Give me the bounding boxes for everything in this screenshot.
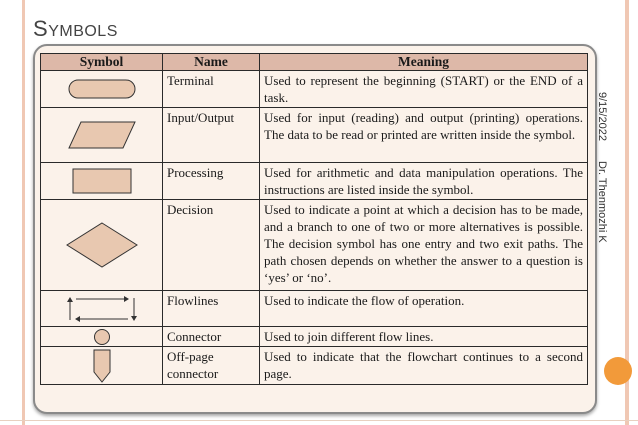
symbol-cell: [41, 327, 163, 347]
left-accent-rule: [22, 0, 25, 425]
terminal-icon: [67, 78, 137, 100]
off-page-connector-icon: [91, 348, 113, 384]
header-meaning: Meaning: [260, 54, 588, 71]
name-cell: Flowlines: [163, 291, 260, 327]
table-row: [41, 347, 588, 385]
name-cell: Input/Output: [163, 108, 260, 163]
symbol-cell: [41, 347, 163, 385]
symbol-cell: [41, 200, 163, 291]
name-cell: Connector: [163, 327, 260, 347]
table-header-row: [41, 54, 588, 71]
meaning-cell: Used for arithmetic and data manipulation operations. The instructions are listed inside the symbol.: [260, 163, 588, 200]
name-cell: Decision: [163, 200, 260, 291]
header-symbol: Symbol: [41, 54, 163, 71]
meaning-cell: Used to indicate that the flowchart continues to a second page.: [260, 347, 588, 385]
header-name: Name: [163, 54, 260, 71]
table-row: [41, 327, 588, 347]
input-output-icon: [67, 120, 137, 150]
slide-footer-vertical: [596, 92, 608, 243]
symbol-cell: [41, 291, 163, 327]
accent-circle: [604, 357, 632, 385]
bottom-divider: [0, 420, 638, 421]
processing-icon: [71, 167, 133, 195]
name-cell: Off-page connector: [163, 347, 260, 385]
table-row: [41, 108, 588, 163]
table-row: [41, 200, 588, 291]
meaning-cell: Used to indicate a point at which a decision has to be made, and a branch to one of two or more alternatives is possible. The decision symbol has one entry and two exit paths. The path chosen depends on whether the answer to a question is ‘yes’ or ‘no’.: [260, 200, 588, 291]
symbol-cell: [41, 71, 163, 108]
symbol-cell: [41, 163, 163, 200]
meaning-cell: Used to join different flow lines.: [260, 327, 588, 347]
slide-author: Dr. Thenmozhi K: [596, 161, 608, 243]
table-row: [41, 71, 588, 108]
flowlines-icon: [60, 294, 144, 324]
symbols-table: [40, 53, 588, 385]
table-row: [41, 291, 588, 327]
meaning-cell: Used to represent the beginning (START) or the END of a task.: [260, 71, 588, 108]
name-cell: Terminal: [163, 71, 260, 108]
symbol-cell: [41, 108, 163, 163]
name-cell: Processing: [163, 163, 260, 200]
meaning-cell: Used for input (reading) and output (printing) operations. The data to be read or printed are written inside the symbol.: [260, 108, 588, 163]
meaning-cell: Used to indicate the flow of operation.: [260, 291, 588, 327]
slide-title: SYMBOLS: [33, 16, 118, 41]
slide-date: 9/15/2022: [596, 92, 608, 141]
connector-icon: [92, 328, 112, 346]
symbols-table-frame: [33, 44, 597, 414]
table-row: [41, 163, 588, 200]
decision-icon: [65, 221, 139, 269]
